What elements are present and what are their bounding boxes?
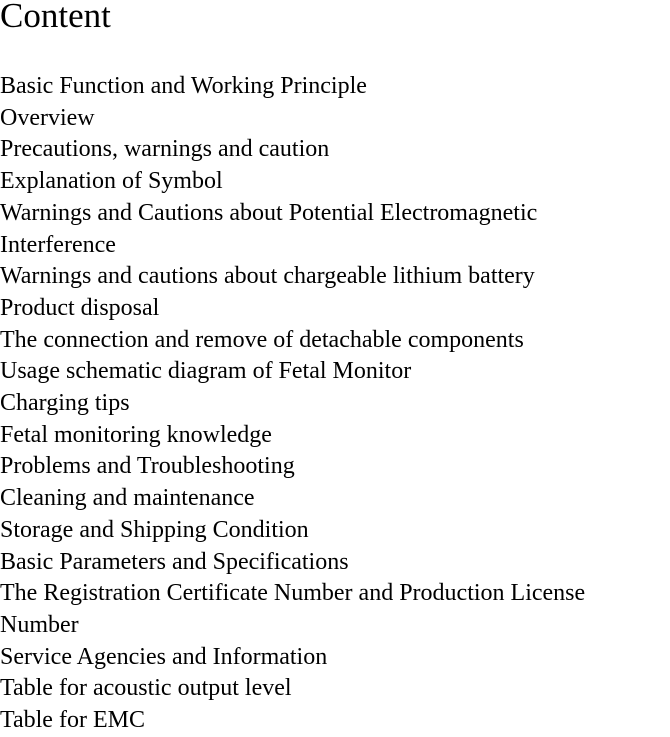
toc-line-detachable-components: The connection and remove of detachable components — [0, 326, 524, 353]
toc-line-troubleshooting: Problems and Troubleshooting — [0, 453, 295, 480]
toc-line-charging-tips: Charging tips — [0, 390, 130, 417]
toc-line-basic-function: Basic Function and Working Principle — [0, 73, 367, 99]
toc-line-cleaning: Cleaning and maintenance — [0, 485, 255, 512]
toc-line-explanation-of-symbol: Explanation of Symbol — [0, 168, 223, 195]
page-title: Content — [0, 0, 111, 35]
toc-line-parameters: Basic Parameters and Specifications — [0, 548, 349, 575]
toc-line-precautions: Precautions, warnings and caution — [0, 136, 330, 163]
toc-line-fetal-monitoring: Fetal monitoring knowledge — [0, 421, 272, 448]
toc-line-registration-continued: Number — [0, 611, 79, 638]
toc-line-emi-warnings-continued: Interference — [0, 231, 116, 258]
toc-line-registration: The Registration Certificate Number and Production License — [0, 580, 586, 607]
table-of-contents — [0, 71, 670, 737]
toc-line-usage-schematic: Usage schematic diagram of Fetal Monitor — [0, 358, 412, 385]
toc-line-storage-shipping: Storage and Shipping Condition — [0, 516, 309, 543]
toc-line-lithium-battery: Warnings and cautions about chargeable lithium battery — [0, 263, 535, 290]
toc-line-emc-table: Table for EMC — [0, 707, 145, 734]
toc-line-emi-warnings: Warnings and Cautions about Potential Electromagnetic — [0, 199, 538, 226]
toc-line-service-agencies: Service Agencies and Information — [0, 643, 328, 670]
toc-line-product-disposal: Product disposal — [0, 294, 160, 321]
toc-line-overview: Overview — [0, 104, 95, 131]
toc-line-acoustic-output: Table for acoustic output level — [0, 675, 292, 702]
